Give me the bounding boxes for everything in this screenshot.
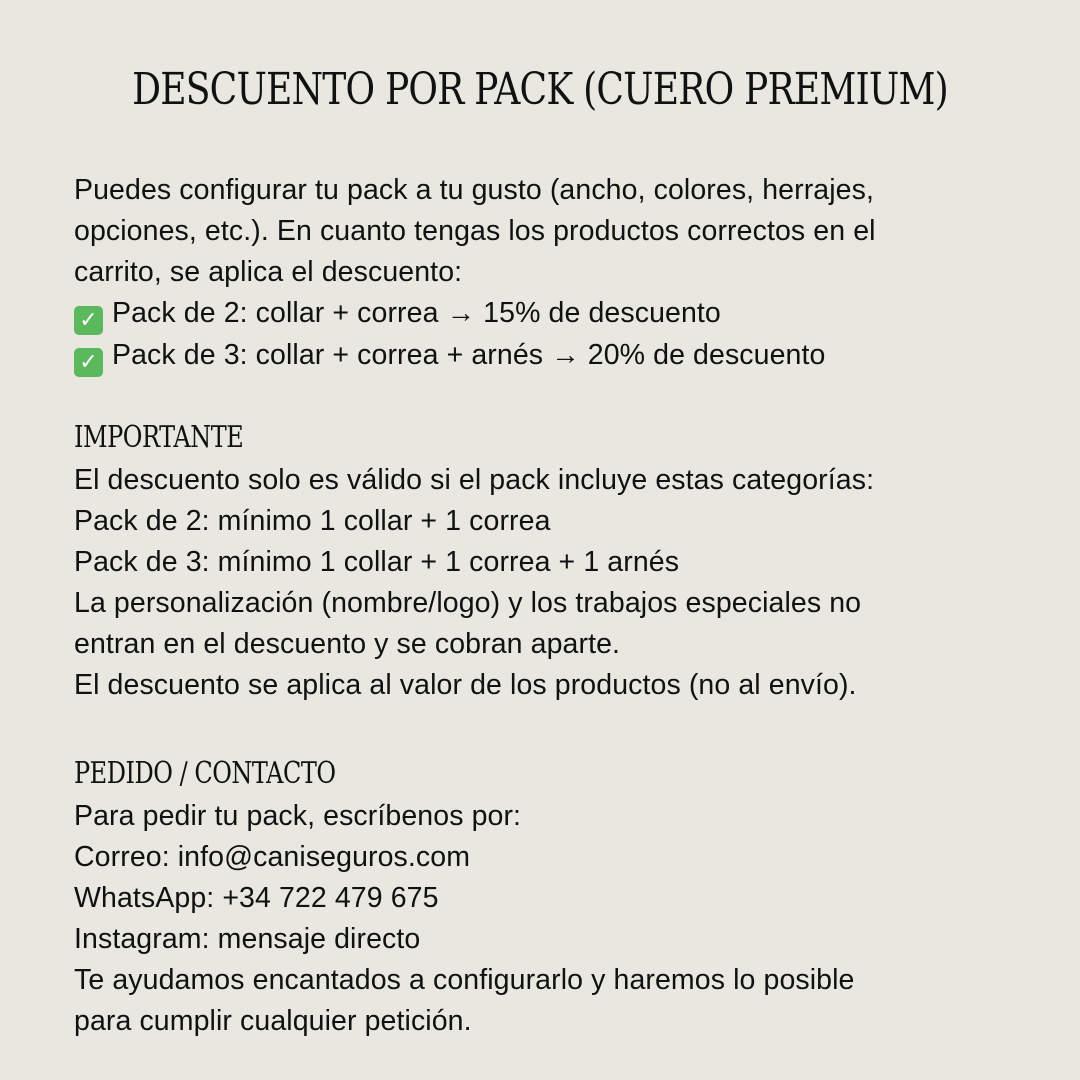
offer-item-pack-2: [74, 293, 1014, 335]
section-heading-pedido-contacto: PEDIDO / CONTACTO: [74, 756, 336, 791]
check-mark-button-icon: ✓: [74, 306, 103, 335]
contact-instagram: Instagram: mensaje directo: [74, 922, 421, 955]
pedido-line: Para pedir tu pack, escríbenos por:: [74, 800, 522, 832]
page-title: DESCUENTO POR PACK (CUERO PREMIUM): [132, 64, 948, 115]
importante-line: El descuento solo es válido si el pack incluye estas categorías:: [74, 464, 875, 496]
contact-email: Correo: info@caniseguros.com: [74, 840, 471, 873]
importante-line: La personalización (nombre/logo) y los trabajos especiales no: [74, 586, 862, 619]
importante-line: El descuento se aplica al valor de los productos (no al envío).: [74, 668, 857, 701]
pedido-line: Te ayudamos encantados a configurarlo y haremos lo posible: [74, 963, 855, 996]
contact-whatsapp: WhatsApp: +34 722 479 675: [74, 881, 439, 914]
importante-section: [74, 416, 1014, 705]
importante-line: Pack de 2: mínimo 1 collar + 1 correa: [74, 504, 551, 537]
pedido-line: para cumplir cualquier petición.: [74, 1004, 472, 1037]
check-mark-button-icon: ✓: [74, 348, 103, 377]
intro-line: Puedes configurar tu pack a tu gusto (ancho, colores, herrajes,: [74, 174, 874, 206]
importante-line: entran en el descuento y se cobran aparte.: [74, 627, 621, 660]
intro-line: opciones, etc.). En cuanto tengas los productos correctos en el: [74, 214, 876, 247]
importante-line: Pack de 3: mínimo 1 collar + 1 correa + 1 arnés: [74, 545, 680, 578]
offer-text: Pack de 3: collar + correa + arnés → 20% de descuento: [112, 338, 826, 371]
section-heading-importante: IMPORTANTE: [74, 420, 244, 455]
offer-text: Pack de 2: collar + correa → 15% de descuento: [112, 296, 721, 329]
offer-item-pack-3: [74, 335, 1014, 377]
pedido-section: [74, 752, 1014, 1041]
intro-line: carrito, se aplica el descuento:: [74, 255, 463, 288]
intro-section: [74, 170, 1014, 377]
